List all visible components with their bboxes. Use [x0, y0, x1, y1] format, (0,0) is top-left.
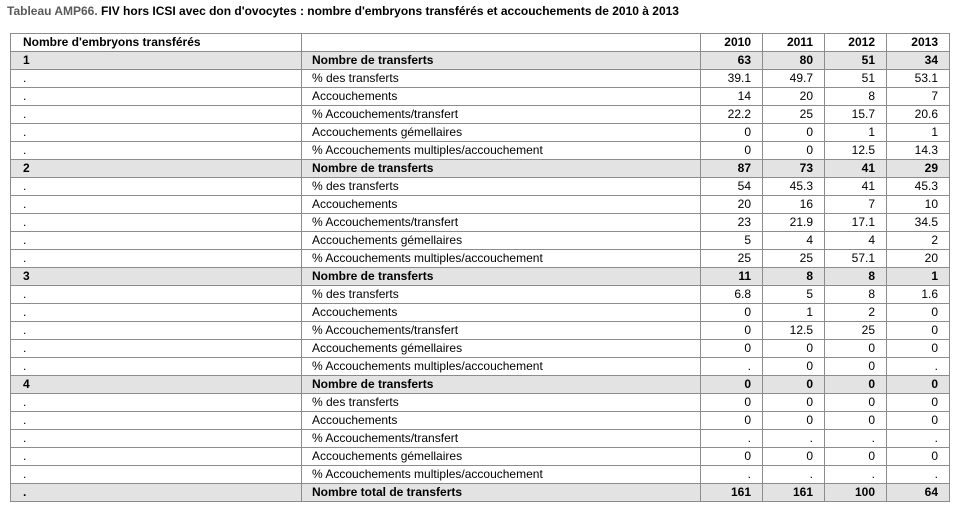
embryo-count-cell: . — [11, 394, 302, 412]
value-cell: 0 — [825, 376, 887, 394]
embryo-count-cell: . — [11, 196, 302, 214]
group-row — [11, 160, 950, 178]
value-cell: 15.7 — [825, 106, 887, 124]
embryo-count-cell: . — [11, 340, 302, 358]
measure-label-cell: Nombre total de transferts — [302, 484, 701, 502]
value-cell: 5 — [701, 232, 763, 250]
value-cell: . — [701, 430, 763, 448]
measure-label-cell: Accouchements — [302, 304, 701, 322]
value-cell: . — [887, 358, 950, 376]
embryo-count-cell: . — [11, 124, 302, 142]
measure-label-cell: Accouchements — [302, 196, 701, 214]
value-cell: 0 — [825, 340, 887, 358]
embryo-count-cell: 2 — [11, 160, 302, 178]
value-cell: 0 — [763, 394, 825, 412]
measure-label-cell: Nombre de transferts — [302, 52, 701, 70]
value-cell: 0 — [887, 376, 950, 394]
value-cell: 0 — [887, 448, 950, 466]
embryo-count-cell: . — [11, 358, 302, 376]
value-cell: 0 — [701, 304, 763, 322]
value-cell: . — [825, 430, 887, 448]
value-cell: 0 — [825, 358, 887, 376]
value-cell: 8 — [763, 268, 825, 286]
value-cell: 25 — [763, 106, 825, 124]
measure-label-cell: Nombre de transferts — [302, 268, 701, 286]
header-cell-embryos: Nombre d'embryons transférés — [11, 34, 302, 52]
table-row — [11, 340, 950, 358]
value-cell: 0 — [887, 304, 950, 322]
group-row — [11, 376, 950, 394]
group-row — [11, 52, 950, 70]
embryo-count-cell: . — [11, 250, 302, 268]
value-cell: 0 — [701, 412, 763, 430]
value-cell: 4 — [763, 232, 825, 250]
value-cell: 0 — [763, 358, 825, 376]
value-cell: 1 — [825, 124, 887, 142]
value-cell: 12.5 — [825, 142, 887, 160]
value-cell: 63 — [701, 52, 763, 70]
value-cell: 45.3 — [763, 178, 825, 196]
measure-label-cell: % Accouchements/transfert — [302, 430, 701, 448]
measure-label-cell: % des transferts — [302, 394, 701, 412]
value-cell: 10 — [887, 196, 950, 214]
value-cell: 100 — [825, 484, 887, 502]
value-cell: 54 — [701, 178, 763, 196]
measure-label-cell: % Accouchements multiples/accouchement — [302, 250, 701, 268]
group-row — [11, 268, 950, 286]
value-cell: 20 — [701, 196, 763, 214]
table-title-text: FIV hors ICSI avec don d'ovocytes : nombre d'embryons transférés et accouchements de 2010 à 2013 — [97, 4, 679, 18]
value-cell: 11 — [701, 268, 763, 286]
value-cell: 34 — [887, 52, 950, 70]
measure-label-cell: Accouchements — [302, 412, 701, 430]
measure-label-cell: % Accouchements/transfert — [302, 214, 701, 232]
table-row — [11, 304, 950, 322]
value-cell: 0 — [701, 448, 763, 466]
measure-label-cell: Accouchements — [302, 88, 701, 106]
table-row — [11, 106, 950, 124]
embryo-count-cell: 4 — [11, 376, 302, 394]
embryo-count-cell: . — [11, 484, 302, 502]
value-cell: 20.6 — [887, 106, 950, 124]
data-table — [10, 33, 950, 502]
value-cell: 39.1 — [701, 70, 763, 88]
value-cell: 21.9 — [763, 214, 825, 232]
measure-label-cell: Accouchements gémellaires — [302, 448, 701, 466]
value-cell: 4 — [825, 232, 887, 250]
value-cell: . — [763, 430, 825, 448]
value-cell: . — [701, 358, 763, 376]
value-cell: 0 — [701, 394, 763, 412]
value-cell: 6.8 — [701, 286, 763, 304]
value-cell: 161 — [701, 484, 763, 502]
table-body — [11, 34, 950, 502]
value-cell: 53.1 — [887, 70, 950, 88]
value-cell: 161 — [763, 484, 825, 502]
embryo-count-cell: . — [11, 88, 302, 106]
table-row — [11, 88, 950, 106]
value-cell: 5 — [763, 286, 825, 304]
value-cell: . — [887, 466, 950, 484]
value-cell: 0 — [825, 448, 887, 466]
value-cell: 0 — [763, 340, 825, 358]
value-cell: 29 — [887, 160, 950, 178]
embryo-count-cell: . — [11, 430, 302, 448]
value-cell: 0 — [701, 124, 763, 142]
table-row — [11, 430, 950, 448]
table-row — [11, 70, 950, 88]
value-cell: 2 — [825, 304, 887, 322]
value-cell: 20 — [887, 250, 950, 268]
value-cell: 0 — [763, 376, 825, 394]
value-cell: 8 — [825, 268, 887, 286]
value-cell: 0 — [887, 322, 950, 340]
table-row — [11, 124, 950, 142]
value-cell: 57.1 — [825, 250, 887, 268]
value-cell: . — [701, 466, 763, 484]
value-cell: 0 — [825, 394, 887, 412]
table-row — [11, 142, 950, 160]
measure-label-cell: % des transferts — [302, 178, 701, 196]
value-cell: 17.1 — [825, 214, 887, 232]
value-cell: 0 — [887, 340, 950, 358]
table-title — [7, 4, 679, 18]
table-row — [11, 196, 950, 214]
value-cell: 25 — [701, 250, 763, 268]
embryo-count-cell: . — [11, 412, 302, 430]
measure-label-cell: % Accouchements/transfert — [302, 106, 701, 124]
value-cell: 1 — [887, 124, 950, 142]
value-cell: 87 — [701, 160, 763, 178]
table-row — [11, 466, 950, 484]
value-cell: 7 — [825, 196, 887, 214]
value-cell: 0 — [887, 412, 950, 430]
embryo-count-cell: . — [11, 322, 302, 340]
header-cell-2011: 2011 — [763, 34, 825, 52]
value-cell: 0 — [763, 142, 825, 160]
value-cell: 41 — [825, 178, 887, 196]
table-row — [11, 358, 950, 376]
value-cell: 34.5 — [887, 214, 950, 232]
value-cell: 25 — [825, 322, 887, 340]
embryo-count-cell: 3 — [11, 268, 302, 286]
table-row — [11, 448, 950, 466]
measure-label-cell: % Accouchements multiples/accouchement — [302, 358, 701, 376]
embryo-count-cell: 1 — [11, 52, 302, 70]
measure-label-cell: Nombre de transferts — [302, 376, 701, 394]
header-cell-2012: 2012 — [825, 34, 887, 52]
value-cell: 73 — [763, 160, 825, 178]
value-cell: 45.3 — [887, 178, 950, 196]
measure-label-cell: Accouchements gémellaires — [302, 340, 701, 358]
value-cell: 16 — [763, 196, 825, 214]
value-cell: 64 — [887, 484, 950, 502]
value-cell: 0 — [701, 376, 763, 394]
table-row — [11, 286, 950, 304]
table-row — [11, 394, 950, 412]
value-cell: 41 — [825, 160, 887, 178]
value-cell: 51 — [825, 70, 887, 88]
measure-label-cell: Nombre de transferts — [302, 160, 701, 178]
value-cell: . — [763, 466, 825, 484]
embryo-count-cell: . — [11, 178, 302, 196]
value-cell: 14 — [701, 88, 763, 106]
embryo-count-cell: . — [11, 70, 302, 88]
total-row — [11, 484, 950, 502]
value-cell: 20 — [763, 88, 825, 106]
value-cell: 0 — [825, 412, 887, 430]
header-cell-2010: 2010 — [701, 34, 763, 52]
value-cell: 14.3 — [887, 142, 950, 160]
measure-label-cell: % des transferts — [302, 286, 701, 304]
value-cell: 25 — [763, 250, 825, 268]
value-cell: 0 — [701, 142, 763, 160]
embryo-count-cell: . — [11, 106, 302, 124]
value-cell: 0 — [701, 340, 763, 358]
value-cell: 0 — [701, 322, 763, 340]
embryo-count-cell: . — [11, 448, 302, 466]
value-cell: 22.2 — [701, 106, 763, 124]
value-cell: 0 — [763, 124, 825, 142]
table-id: Tableau AMP66. — [7, 4, 98, 18]
table-row — [11, 232, 950, 250]
value-cell: 1 — [763, 304, 825, 322]
embryo-count-cell: . — [11, 214, 302, 232]
table-row — [11, 214, 950, 232]
measure-label-cell: Accouchements gémellaires — [302, 232, 701, 250]
value-cell: 51 — [825, 52, 887, 70]
table-row — [11, 178, 950, 196]
value-cell: 49.7 — [763, 70, 825, 88]
value-cell: 1.6 — [887, 286, 950, 304]
value-cell: 0 — [763, 448, 825, 466]
measure-label-cell: % Accouchements/transfert — [302, 322, 701, 340]
header-row — [11, 34, 950, 52]
header-cell-label — [302, 34, 701, 52]
table-row — [11, 322, 950, 340]
embryo-count-cell: . — [11, 232, 302, 250]
measure-label-cell: % Accouchements multiples/accouchement — [302, 142, 701, 160]
value-cell: 80 — [763, 52, 825, 70]
measure-label-cell: Accouchements gémellaires — [302, 124, 701, 142]
header-cell-2013: 2013 — [887, 34, 950, 52]
embryo-count-cell: . — [11, 142, 302, 160]
measure-label-cell: % des transferts — [302, 70, 701, 88]
value-cell: 0 — [763, 412, 825, 430]
value-cell: 23 — [701, 214, 763, 232]
value-cell: . — [887, 430, 950, 448]
measure-label-cell: % Accouchements multiples/accouchement — [302, 466, 701, 484]
value-cell: 2 — [887, 232, 950, 250]
table-row — [11, 412, 950, 430]
value-cell: 7 — [887, 88, 950, 106]
embryo-count-cell: . — [11, 286, 302, 304]
table-row — [11, 250, 950, 268]
value-cell: 12.5 — [763, 322, 825, 340]
value-cell: 1 — [887, 268, 950, 286]
value-cell: 8 — [825, 286, 887, 304]
embryo-count-cell: . — [11, 304, 302, 322]
value-cell: 8 — [825, 88, 887, 106]
value-cell: . — [825, 466, 887, 484]
value-cell: 0 — [887, 394, 950, 412]
embryo-count-cell: . — [11, 466, 302, 484]
